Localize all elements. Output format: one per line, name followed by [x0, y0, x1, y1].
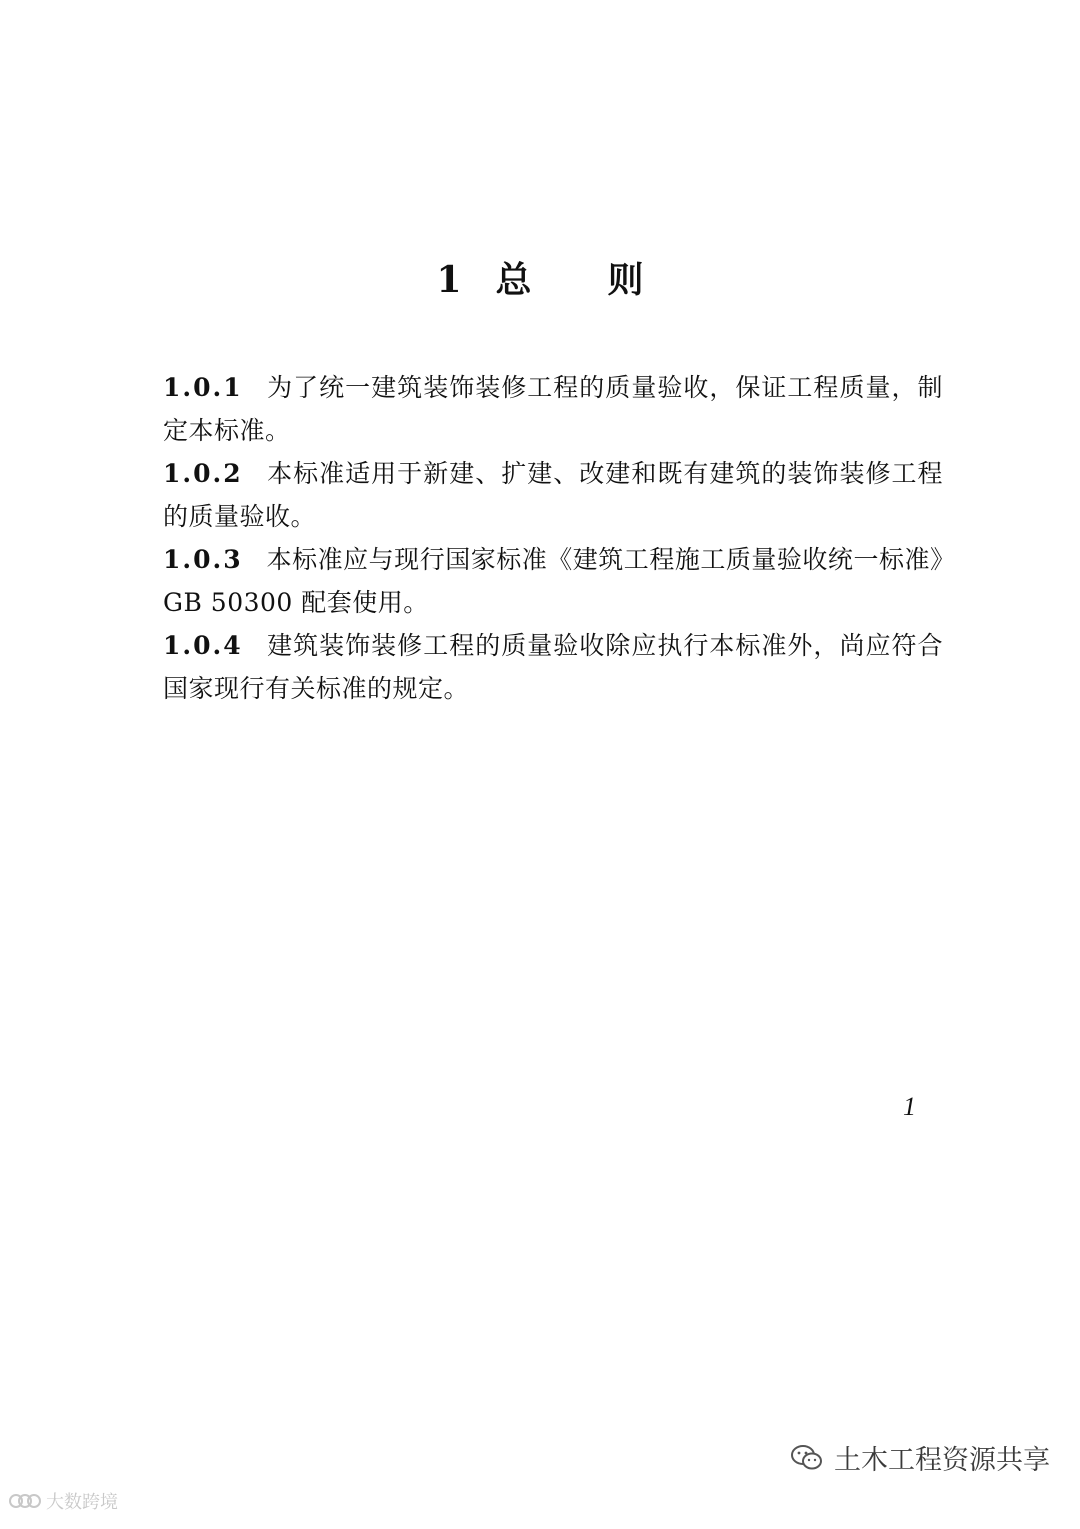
clause-text: 本标准应与现行国家标准《建筑工程施工质量验收统一标准》GB 50300 配套使用。 [163, 545, 943, 617]
clause-number: 1.0.2 [163, 459, 243, 488]
clause-text: 本标准适用于新建、扩建、改建和既有建筑的装饰装修工程的质量验收。 [163, 459, 943, 531]
watermark-right [790, 1438, 1050, 1477]
watermark-right-text: 土木工程资源共享 [834, 1445, 1050, 1476]
clause-1-0-3 [163, 538, 943, 624]
clause-text: 为了统一建筑装饰装修工程的质量验收，保证工程质量，制定本标准。 [163, 373, 943, 445]
chapter-title-char: 总 [495, 259, 532, 301]
infinity-logo-icon [8, 1492, 42, 1510]
clause-number: 1.0.4 [163, 631, 243, 660]
clause-number: 1.0.1 [163, 373, 243, 402]
chapter-title-char: 则 [607, 259, 644, 301]
watermark-left-text: 大数跨境 [46, 1492, 118, 1513]
wechat-icon [790, 1444, 824, 1472]
clause-list [163, 366, 943, 710]
clause-1-0-1 [163, 366, 943, 452]
chapter-title [0, 258, 1080, 302]
clause-number: 1.0.3 [163, 545, 243, 574]
watermark-left [8, 1488, 118, 1514]
clause-1-0-2 [163, 452, 943, 538]
page-number: 1 [903, 1092, 916, 1121]
clause-text: 建筑装饰装修工程的质量验收除应执行本标准外，尚应符合国家现行有关标准的规定。 [163, 631, 943, 703]
clause-1-0-4 [163, 624, 943, 710]
chapter-number: 1 [436, 259, 462, 301]
